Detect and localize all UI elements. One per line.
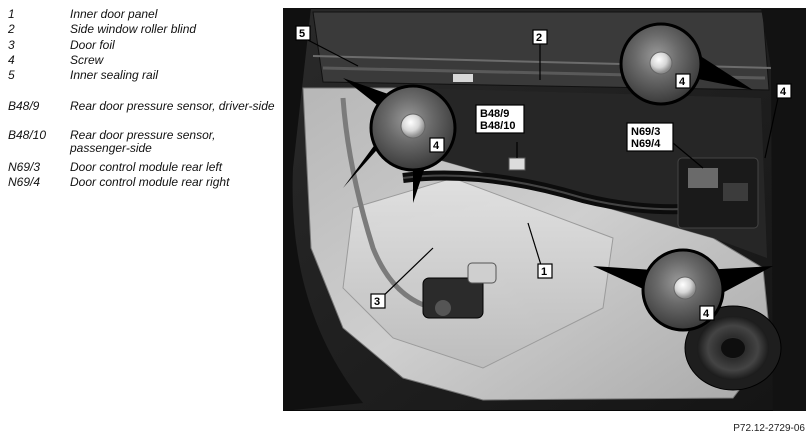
legend-text: Inner door panel [70,7,158,21]
legend-code: 2 [8,22,15,36]
legend-text: Screw [70,53,104,67]
callout-3 [371,294,385,308]
screw-icon [674,277,696,299]
legend-code: 5 [8,68,15,82]
callout-1 [538,264,552,278]
legend-text: Door control module rear left [70,160,223,174]
legend-code: 1 [8,7,15,21]
screw-icon [401,114,425,138]
pressure-sensor [509,158,525,170]
callout-4-left [430,138,444,152]
callout-n69 [627,123,673,151]
legend-code: 4 [8,53,15,67]
legend-text: Door foil [70,38,115,52]
callout-3-text: 3 [374,296,381,308]
legend-code: B48/9 [8,99,40,113]
legend-text: Door control module rear right [70,175,230,189]
callout-b48-line1: B48/9 [480,108,510,120]
legend-text: Rear door pressure sensor, passenger-side [70,128,216,155]
figure-id: P72.12-2729-06 [733,423,805,434]
callout-4-bottom-text: 4 [703,308,710,320]
callout-4-top-text: 4 [679,76,686,88]
callout-4-top [676,74,690,88]
callout-2-text: 2 [536,32,543,44]
legend-code: N69/4 [8,175,41,189]
door-illustration [283,8,806,411]
legend-code: B48/10 [8,128,47,142]
callout-b48-line2: B48/10 [480,120,516,132]
callout-4-right [777,84,791,98]
door-photo-figure [283,8,806,411]
callout-n69-line1: N69/3 [631,126,661,138]
blind-clip [453,74,473,82]
legend-text: Rear door pressure sensor, driver-side [70,99,275,113]
callout-n69-line2: N69/4 [631,138,661,150]
legend-text: Inner sealing rail [70,68,159,82]
door-control-module [678,158,758,228]
callout-b48 [476,105,524,133]
callout-2 [533,30,547,44]
callout-1-text: 1 [541,266,548,278]
legend-code: N69/3 [8,160,41,174]
callout-4-bottom [700,306,714,320]
callout-5-text: 5 [299,28,306,40]
legend-code: 3 [8,38,15,52]
callout-4-right-text: 4 [780,86,787,98]
screw-icon [650,52,672,74]
callout-4-left-text: 4 [433,140,440,152]
legend-text: Side window roller blind [70,22,197,36]
callout-5 [296,26,310,40]
